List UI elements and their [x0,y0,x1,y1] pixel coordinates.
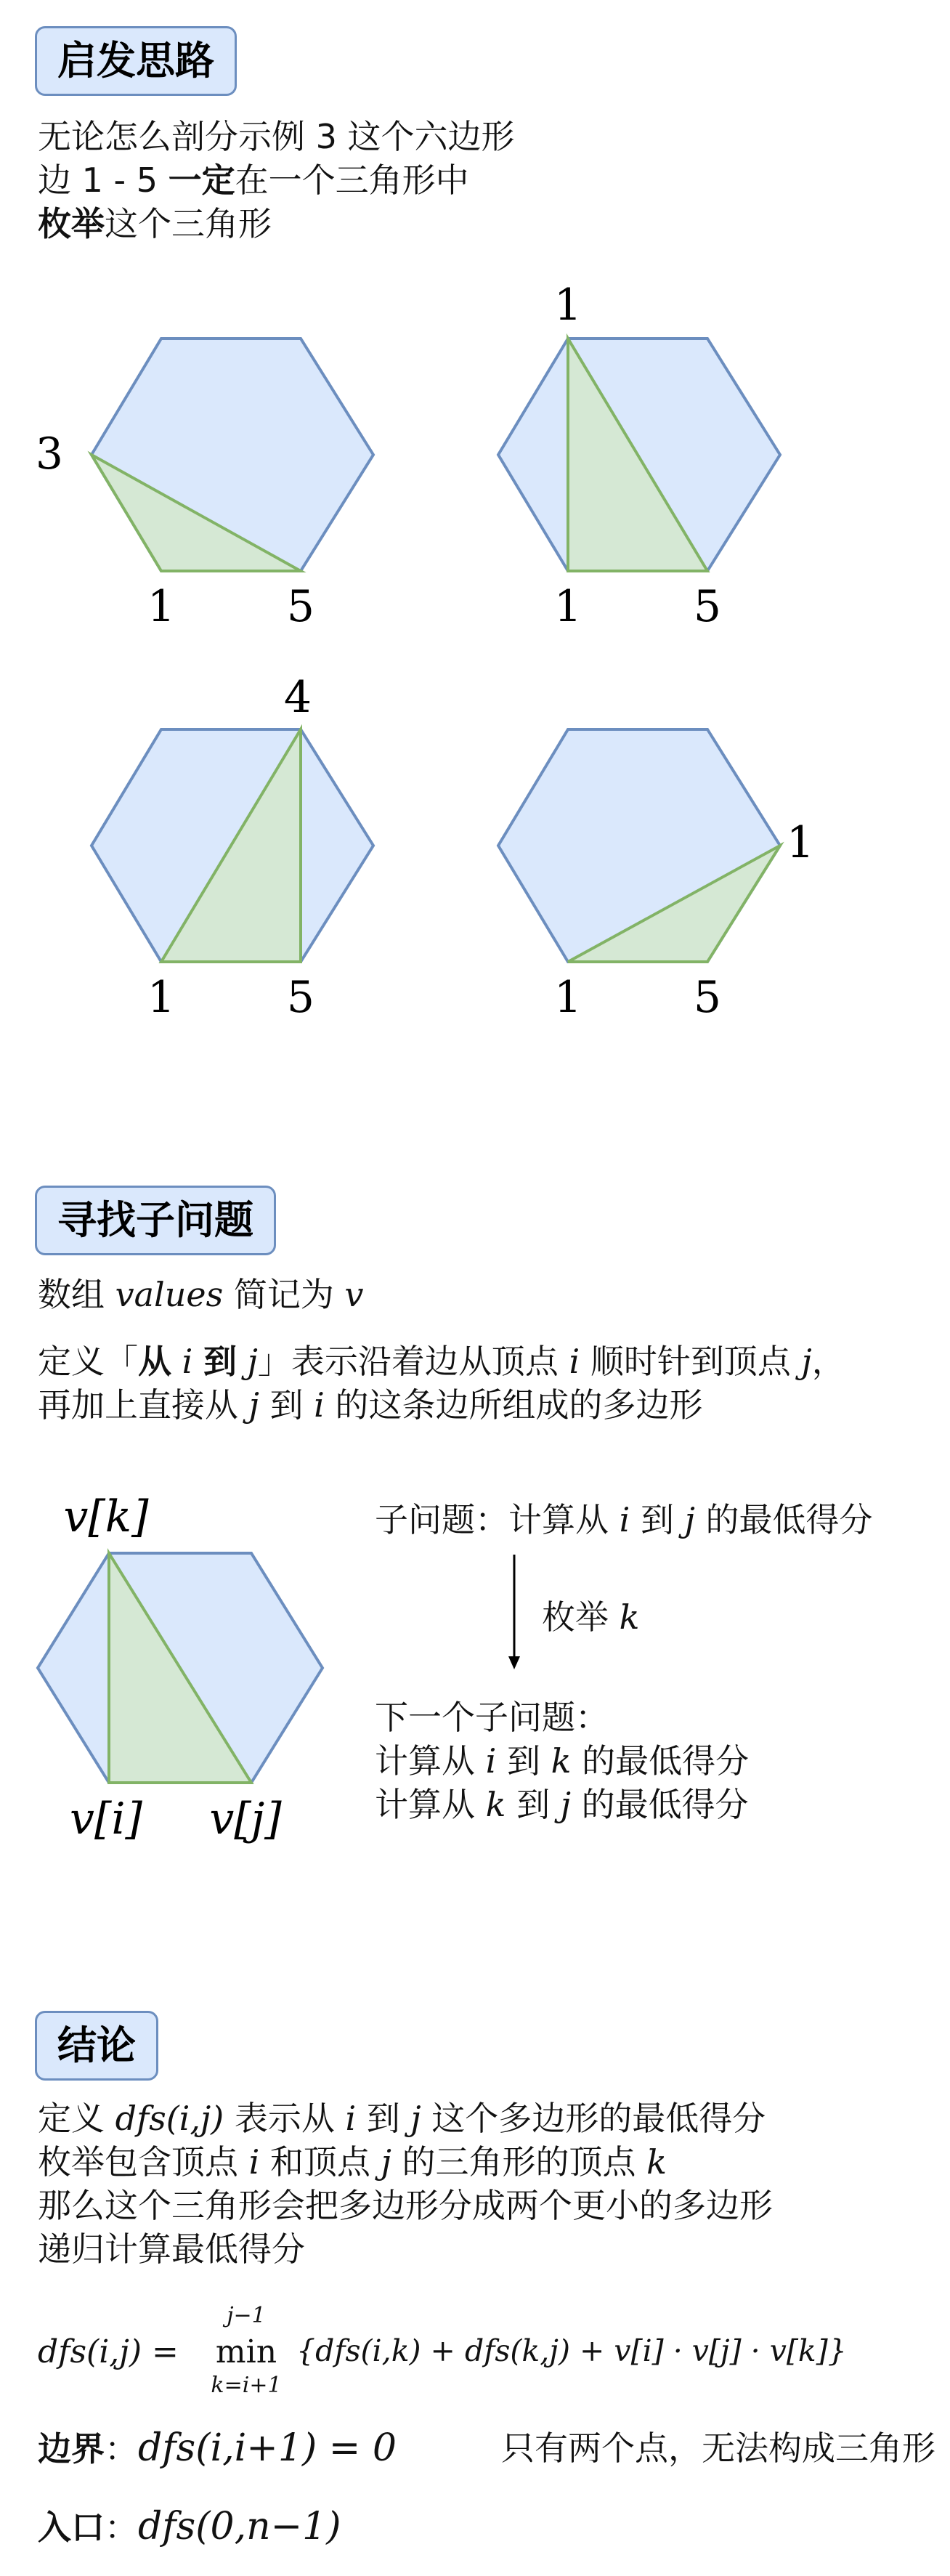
hexagon-example-4 [498,729,814,1023]
hex-label-top: 1 [786,817,815,868]
section-title-subproblem: 寻找子问题 [35,1186,276,1255]
text-seg: 枚举包含顶点 [38,2142,249,2182]
math-var: j [247,1342,258,1381]
hex-label-right-bottom: 5 [693,581,722,632]
hex-label-top: 1 [553,280,582,331]
math-expr: dfs(i,j) [115,2099,224,2138]
intro-line-2-bold: 一定 [168,161,235,200]
text-seg: 的最低得分 [571,1785,749,1824]
formula-sub: k=i+1 [211,2373,282,2398]
formula-sup: j−1 [227,2303,266,2328]
text-seg: 定义 [38,2099,115,2138]
bold-seg: 从 [138,1342,171,1381]
intro-line-3-bold: 枚举 [38,204,105,243]
next-subproblem-line-2 [375,1783,749,1826]
formula-lhs: dfs(i,j) = [38,2333,179,2370]
text-seg: 顺时针到顶点 [580,1342,802,1381]
text-seg: 到 [356,2099,411,2138]
text-seg: 简记为 [223,1275,345,1314]
intro-line-3-post: 这个三角形 [105,204,272,243]
definition-line-2 [38,1383,702,1427]
boundary-label: 边界 [38,2429,105,2468]
math-var: i [345,2099,357,2138]
formula-min: min [215,2333,277,2370]
enumerate-k-label [542,1595,640,1639]
math-var: j [801,1342,812,1381]
math-var: values [115,1275,224,1314]
math-var: j [381,2142,391,2182]
math-var: i [619,1500,630,1539]
math-var: k [551,1741,572,1781]
entry-label: 入口 [38,2508,105,2547]
text-seg: 到 [496,1741,551,1781]
definition-line-1 [38,1340,845,1383]
text-seg: 计算从 [375,1785,486,1824]
hex-label-left-bottom: 1 [553,972,582,1023]
text-seg: ： [105,2508,138,2547]
hex-label-left-bottom: 1 [147,972,176,1023]
text-seg: 计算从 [375,1741,486,1781]
hex-label-right-bottom: 5 [286,972,315,1023]
text-seg: 到 [506,1785,561,1824]
math-var: k [619,1597,640,1637]
text-seg: 到 [630,1500,685,1539]
bold-seg: 到 [203,1342,237,1381]
text-seg: 定义「 [38,1342,138,1381]
text-seg: 和顶点 [259,2142,381,2182]
text-seg: 再加上直接从 [38,1385,249,1425]
boundary-note: 只有两个点，无法构成三角形 [501,2429,935,2468]
entry-line [38,2505,341,2549]
math-var: j [410,2099,421,2138]
values-alias-line [38,1273,363,1316]
math-var: j [560,1785,572,1824]
text-seg: 的三角形的顶点 [391,2142,647,2182]
text-seg: 子问题：计算从 [375,1500,620,1539]
math-var: v [344,1275,364,1314]
text-seg: 枚举 [542,1597,620,1637]
hex-label-right-bottom: 5 [693,972,722,1023]
section-title-heuristic: 启发思路 [35,26,237,96]
conclusion-line-4: 递归计算最低得分 [38,2229,305,2269]
text-seg: ： [105,2429,138,2468]
intro-line-1: 无论怎么剖分示例 3 这个六边形 [38,117,515,156]
formula-rhs: {dfs(i,k) + dfs(k,j) + v[i] · v[j] · v[k]} [296,2333,847,2368]
text-seg: 的最低得分 [571,1741,750,1781]
label-vk: v[k] [63,1491,149,1542]
math-var: j [248,1385,259,1425]
intro-line-2-pre: 边 1 - 5 [38,161,169,200]
math-var: j [684,1500,695,1539]
conclusion-line-3: 那么这个三角形会把多边形分成两个更小的多边形 [38,2186,773,2225]
hex-label-top: 3 [35,429,64,479]
hex-label-right-bottom: 5 [286,581,315,632]
hex-label-left-bottom: 1 [147,581,176,632]
boundary-line [38,2426,397,2471]
math-var: i [485,1741,497,1781]
text-seg: 到 [259,1385,314,1425]
math-var: i [248,2142,260,2182]
entry-expr: dfs(0,n−1) [138,2505,341,2548]
down-arrow [508,1555,520,1669]
text-seg: 」表示沿着边从顶点 [257,1342,569,1381]
math-var: i [182,1342,193,1381]
text-seg: 的最低得分 [694,1500,873,1539]
hexagon-example-3 [92,672,373,1023]
conclusion-line-2 [38,2140,667,2184]
label-vj: v[j] [209,1794,282,1844]
subproblem-right-title [375,1498,872,1542]
label-vi: v[i] [70,1794,142,1844]
text-seg: ， [811,1342,845,1381]
math-var: i [569,1342,580,1381]
next-subproblem-line-1 [375,1739,749,1783]
text-seg: 表示从 [224,2099,346,2138]
math-var: k [485,1785,506,1824]
hexagon-example-1 [36,339,373,632]
intro-line-2-post: 在一个三角形中 [235,161,469,200]
conclusion-line-1 [38,2097,766,2140]
hexagon-example-2 [498,280,780,632]
math-var: k [646,2142,667,2182]
hex-label-left-bottom: 1 [553,581,582,632]
subproblem-hexagon [38,1491,322,1844]
boundary-expr: dfs(i,i+1) = 0 [138,2426,397,2470]
math-var: i [314,1385,325,1425]
text-seg: 数组 [38,1275,115,1314]
text-seg: 这个多边形的最低得分 [421,2099,766,2138]
text-seg: 的这条边所组成的多边形 [324,1385,703,1425]
next-subproblem-title: 下一个子问题： [375,1698,609,1737]
section-title-conclusion: 结论 [35,2011,158,2081]
hex-label-top: 4 [283,672,312,723]
